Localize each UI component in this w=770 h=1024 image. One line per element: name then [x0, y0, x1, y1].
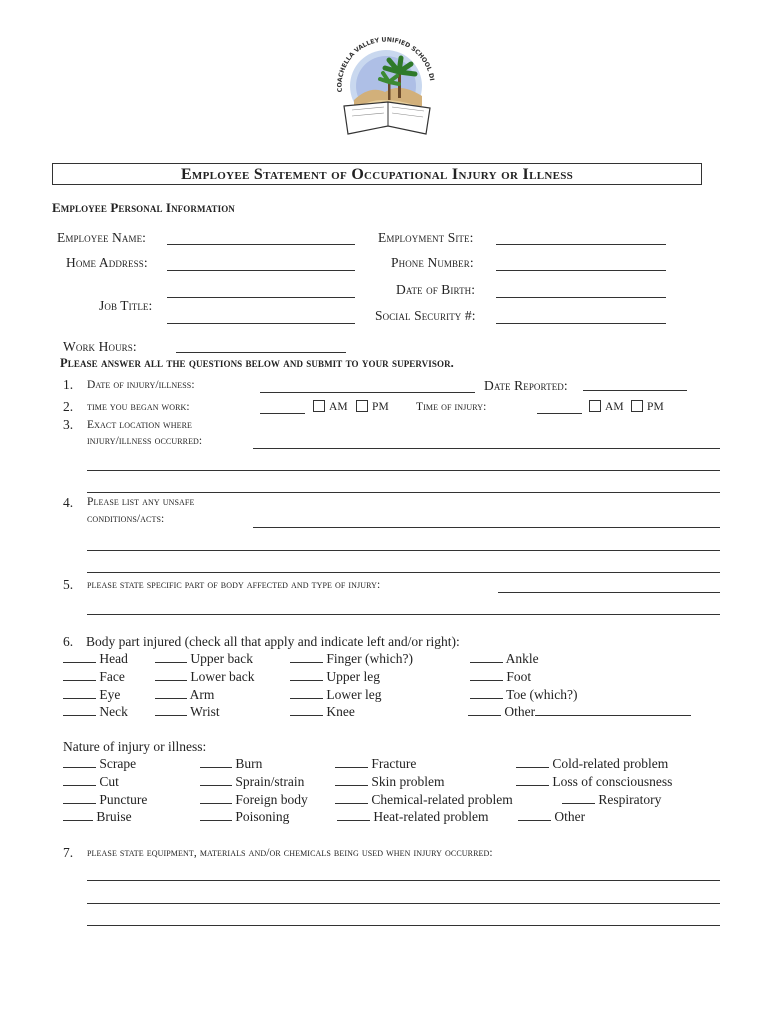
district-logo — [330, 30, 440, 140]
nature-other[interactable]: Other — [518, 809, 585, 825]
date-of-injury-field[interactable] — [260, 392, 475, 393]
phone-number-field[interactable] — [496, 270, 666, 271]
q3-label-line2: injury/illness occurred: — [87, 435, 203, 447]
injury-pm-label: PM — [647, 401, 664, 413]
work-hours-field[interactable] — [176, 352, 346, 353]
q5-label: please state specific part of body affected and type of injury: — [87, 579, 381, 591]
q3-answer-line-3[interactable] — [87, 492, 720, 493]
social-security-field[interactable] — [496, 323, 666, 324]
q7-answer-line-2[interactable] — [87, 903, 720, 904]
nature-bruise[interactable]: Bruise — [63, 809, 132, 825]
q1-label: Date of injury/illness: — [87, 379, 195, 391]
body-part-finger[interactable]: Finger (which?) — [290, 651, 413, 667]
body-part-other[interactable]: Other — [468, 704, 691, 720]
nature-foreign-body[interactable]: Foreign body — [200, 792, 308, 808]
logo-arc-text: COACHELLA VALLEY UNIFIED SCHOOL DI — [336, 36, 436, 93]
nature-fracture[interactable]: Fracture — [335, 756, 416, 772]
date-of-birth-label: Date of Birth: — [396, 282, 476, 297]
nature-respiratory[interactable]: Respiratory — [562, 792, 661, 808]
q2-number: 2. — [63, 399, 74, 414]
q4-answer-line-2[interactable] — [87, 550, 720, 551]
q3-label-line1: Exact location where — [87, 419, 192, 431]
body-part-neck[interactable]: Neck — [63, 704, 128, 720]
began-am-checkbox[interactable] — [313, 400, 325, 412]
nature-sprain[interactable]: Sprain/strain — [200, 774, 304, 790]
body-part-foot[interactable]: Foot — [470, 669, 531, 685]
employment-site-field[interactable] — [496, 244, 666, 245]
body-part-eye[interactable]: Eye — [63, 687, 120, 703]
injury-pm-checkbox[interactable] — [631, 400, 643, 412]
nature-heat[interactable]: Heat-related problem — [337, 809, 488, 825]
date-reported-field[interactable] — [583, 390, 687, 391]
social-security-label: Social Security #: — [375, 308, 476, 323]
home-address-field-1[interactable] — [167, 270, 355, 271]
instructions: Please answer all the questions below and submit to your supervisor. — [60, 356, 454, 370]
q6-number: 6. — [63, 634, 74, 649]
job-title-label: Job Title: — [99, 298, 153, 313]
page-title: Employee Statement of Occupational Injury or Illness — [180, 166, 574, 183]
q2-label: time you began work: — [87, 401, 190, 413]
q7-answer-line-1[interactable] — [87, 880, 720, 881]
work-hours-label: Work Hours: — [63, 339, 137, 354]
q4-number: 4. — [63, 495, 74, 510]
nature-cut[interactable]: Cut — [63, 774, 119, 790]
began-pm-checkbox[interactable] — [356, 400, 368, 412]
q7-label: please state equipment, materials and/or chemicals being used when injury occurred: — [87, 847, 493, 859]
q7-answer-line-3[interactable] — [87, 925, 720, 926]
q5-answer-line-2[interactable] — [87, 614, 720, 615]
q7-number: 7. — [63, 845, 74, 860]
q5-answer-line-1[interactable] — [498, 592, 720, 593]
body-parts-grid — [63, 651, 723, 723]
home-address-field-2[interactable] — [167, 297, 355, 298]
q3-number: 3. — [63, 417, 74, 432]
q5-number: 5. — [63, 577, 74, 592]
nature-poisoning[interactable]: Poisoning — [200, 809, 289, 825]
began-am-label: AM — [329, 401, 348, 413]
q4-label-line2: conditions/acts: — [87, 513, 165, 525]
q4-answer-line-1[interactable] — [253, 527, 720, 528]
q3-answer-line-2[interactable] — [87, 470, 720, 471]
job-title-field[interactable] — [167, 323, 355, 324]
q4-answer-line-3[interactable] — [87, 572, 720, 573]
time-began-work-field[interactable] — [260, 413, 305, 414]
body-part-knee[interactable]: Knee — [290, 704, 355, 720]
body-part-wrist[interactable]: Wrist — [155, 704, 220, 720]
title-box — [52, 163, 702, 185]
q3-answer-line-1[interactable] — [253, 448, 720, 449]
date-reported-label: Date Reported: — [484, 378, 568, 393]
body-part-toe[interactable]: Toe (which?) — [470, 687, 578, 703]
nature-grid — [63, 756, 723, 828]
personal-heading: Employee Personal Information — [52, 200, 235, 215]
nature-chemical[interactable]: Chemical-related problem — [335, 792, 513, 808]
injury-am-checkbox[interactable] — [589, 400, 601, 412]
nature-cold[interactable]: Cold-related problem — [516, 756, 668, 772]
q4-label-line1: Please list any unsafe — [87, 496, 195, 508]
nature-heading: Nature of injury or illness: — [63, 739, 207, 754]
nature-skin-problem[interactable]: Skin problem — [335, 774, 445, 790]
nature-puncture[interactable]: Puncture — [63, 792, 147, 808]
date-of-birth-field[interactable] — [496, 297, 666, 298]
nature-loss-consciousness[interactable]: Loss of consciousness — [516, 774, 672, 790]
employment-site-label: Employment Site: — [378, 230, 474, 245]
nature-scrape[interactable]: Scrape — [63, 756, 136, 772]
body-part-arm[interactable]: Arm — [155, 687, 214, 703]
time-of-injury-field[interactable] — [537, 413, 582, 414]
injury-am-label: AM — [605, 401, 624, 413]
body-part-head[interactable]: Head — [63, 651, 128, 667]
body-part-face[interactable]: Face — [63, 669, 125, 685]
body-part-upper-back[interactable]: Upper back — [155, 651, 253, 667]
home-address-label: Home Address: — [66, 255, 148, 270]
body-part-upper-leg[interactable]: Upper leg — [290, 669, 380, 685]
time-of-injury-label: Time of injury: — [416, 401, 487, 413]
q1-number: 1. — [63, 377, 74, 392]
body-part-ankle[interactable]: Ankle — [470, 651, 539, 667]
phone-number-label: Phone Number: — [391, 255, 474, 270]
body-part-lower-leg[interactable]: Lower leg — [290, 687, 381, 703]
q6-label: Body part injured (check all that apply and indicate left and/or right): — [86, 634, 460, 649]
employee-name-label: Employee Name: — [57, 230, 147, 245]
began-pm-label: PM — [372, 401, 389, 413]
body-part-lower-back[interactable]: Lower back — [155, 669, 254, 685]
nature-burn[interactable]: Burn — [200, 756, 262, 772]
employee-name-field[interactable] — [167, 244, 355, 245]
